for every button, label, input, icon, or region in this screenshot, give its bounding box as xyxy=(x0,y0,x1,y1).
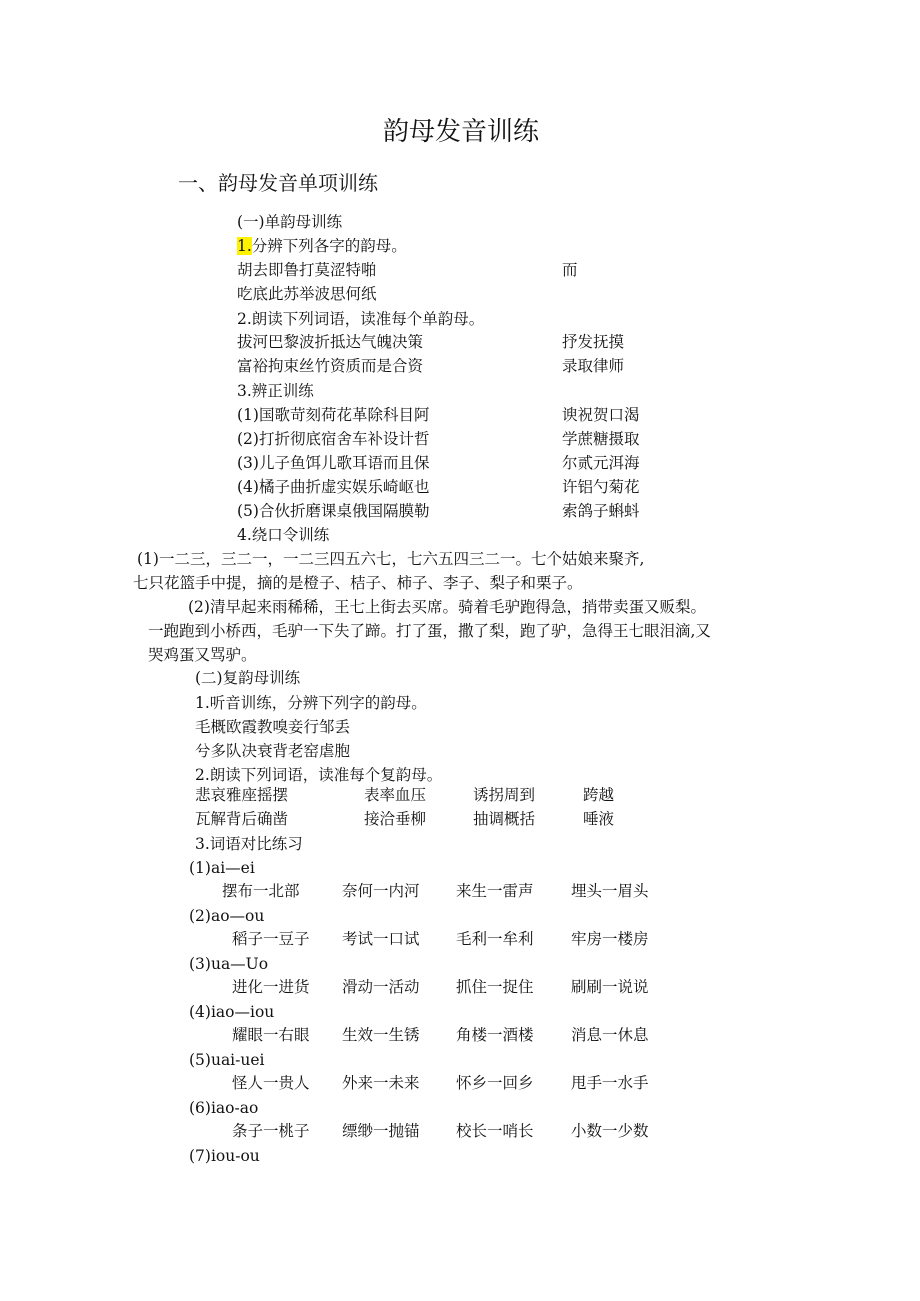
contrast-label: (6)iao-ao xyxy=(189,1099,259,1117)
contrast-label: (1)ai—ei xyxy=(189,859,255,877)
word-cell: 刷刷一说说 xyxy=(571,978,649,996)
drill-row: (4)橘子曲折虚实娱乐崎岖也 xyxy=(237,478,430,496)
highlighted-number: 1. xyxy=(237,237,252,255)
word-cell: 甩手一水手 xyxy=(571,1074,649,1092)
word-cell: 稻子一豆子 xyxy=(232,930,310,948)
word-cell: 抓住一捉住 xyxy=(456,978,534,996)
subsection-heading: (一)单韵母训练 xyxy=(237,213,343,231)
drill-row: (2)打折彻底宿舍车补设计哲 xyxy=(237,430,430,448)
word-cell: 生效一生锈 xyxy=(342,1026,420,1044)
exercise-item xyxy=(237,236,407,256)
word-line: 吃底此苏举波思何纸 xyxy=(237,285,377,303)
drill-row: (5)合伙折磨课桌俄国隔膜勒 xyxy=(237,502,430,520)
word-line: 胡去即鲁打莫涩特啪 xyxy=(237,261,377,279)
drill-row: 谀祝贺口渴 xyxy=(562,406,640,424)
tongue-twister-line: 哭鸡蛋又骂驴。 xyxy=(148,646,257,664)
word-cell: 怀乡一回乡 xyxy=(456,1074,534,1092)
exercise-label: 1.听音训练，分辨下列字的韵母。 xyxy=(195,694,427,712)
drill-row: 许铝勺菊花 xyxy=(562,478,640,496)
word-cell: 校长一哨长 xyxy=(456,1122,534,1140)
exercise-label: 2.朗读下列词语，读准每个复韵母。 xyxy=(195,766,443,784)
contrast-label: (3)ua—Uo xyxy=(189,955,269,973)
drill-row: (3)儿子鱼饵儿歌耳语而且保 xyxy=(237,454,430,472)
word-cell: 牢房一楼房 xyxy=(571,930,649,948)
exercise-label: 3.辨正训练 xyxy=(237,382,314,400)
word-line: 而 xyxy=(562,261,578,279)
drill-row: 尔贰元洱海 xyxy=(562,454,640,472)
word-cell: 消息一休息 xyxy=(571,1026,649,1044)
exercise-label: 分辨下列各字的韵母。 xyxy=(251,237,407,255)
word-cell: 耀眼一右眼 xyxy=(232,1026,310,1044)
word-cell: 瓦解背后确凿 xyxy=(195,810,289,828)
tongue-twister-line: (1)一二三，三二一，一二三四五六七，七六五四三二一。七个姑娘来聚齐, xyxy=(137,550,645,568)
exercise-label: 2.朗读下列词语，读准每个单韵母。 xyxy=(237,310,485,328)
section-heading: 一、韵母发音单项训练 xyxy=(178,171,378,195)
word-line: 兮多队决衰背老窑虐胞 xyxy=(195,742,351,760)
tongue-twister-line: 一跑跑到小桥西，毛驴一下失了蹄。打了蛋，撒了梨，跑了驴，急得王七眼泪滴,又 xyxy=(148,622,711,640)
word-cell: 接洽垂柳 xyxy=(364,810,427,828)
word-cell: 奈何一内河 xyxy=(342,882,420,900)
word-cell: 考试一口试 xyxy=(342,930,420,948)
word-cell: 外来一未来 xyxy=(342,1074,420,1092)
word-cell: 跨越 xyxy=(583,786,615,804)
word-line: 富裕拘束丝竹资质而是合资 xyxy=(237,357,424,375)
word-cell: 毛利一牟利 xyxy=(456,930,534,948)
word-cell: 诱拐周到 xyxy=(473,786,536,804)
word-cell: 来生一雷声 xyxy=(456,882,534,900)
drill-row: 索鸽子蝌蚪 xyxy=(562,502,640,520)
word-cell: 进化一进货 xyxy=(232,978,310,996)
word-cell: 埋头一眉头 xyxy=(571,882,649,900)
word-line: 毛概欧霞教嗅妾行邹丢 xyxy=(195,718,351,736)
word-cell: 摆布一北部 xyxy=(222,882,300,900)
contrast-label: (5)uai-uei xyxy=(189,1051,265,1069)
word-cell: 表率血压 xyxy=(364,786,427,804)
exercise-label: 4.绕口令训练 xyxy=(237,526,330,544)
contrast-label: (4)iao—iou xyxy=(189,1003,275,1021)
word-cell: 滑动一活动 xyxy=(342,978,420,996)
contrast-label: (7)iou-ou xyxy=(189,1147,260,1165)
page-title: 韵母发音训练 xyxy=(383,117,540,147)
word-cell: 唾液 xyxy=(583,810,615,828)
word-cell: 怪人一贵人 xyxy=(232,1074,310,1092)
contrast-label: (2)ao—ou xyxy=(189,907,265,925)
word-line: 抒发抚摸 xyxy=(562,333,625,351)
exercise-label: 3.词语对比练习 xyxy=(195,835,303,853)
tongue-twister-line: 七只花篮手中提，摘的是橙子、桔子、柿子、李子、梨子和栗子。 xyxy=(133,574,583,592)
word-cell: 角楼一酒楼 xyxy=(456,1026,534,1044)
word-cell: 缥缈一抛锚 xyxy=(342,1122,420,1140)
word-line: 录取律师 xyxy=(562,357,625,375)
subsection-heading: (二)复韵母训练 xyxy=(195,669,301,687)
drill-row: (1)国歌苛刻荷花革除科目阿 xyxy=(237,406,430,424)
word-cell: 抽调概括 xyxy=(473,810,536,828)
drill-row: 学蔗糖摄取 xyxy=(562,430,640,448)
tongue-twister-line: (2)清早起来雨稀稀，王七上街去买席。骑着毛驴跑得急，捎带卖蛋又贩梨。 xyxy=(188,598,706,616)
word-cell: 小数一少数 xyxy=(571,1122,649,1140)
word-line: 拔河巴黎波折抵达气魄决策 xyxy=(237,333,424,351)
word-cell: 悲哀雅座摇摆 xyxy=(195,786,289,804)
word-cell: 条子一桃子 xyxy=(232,1122,310,1140)
